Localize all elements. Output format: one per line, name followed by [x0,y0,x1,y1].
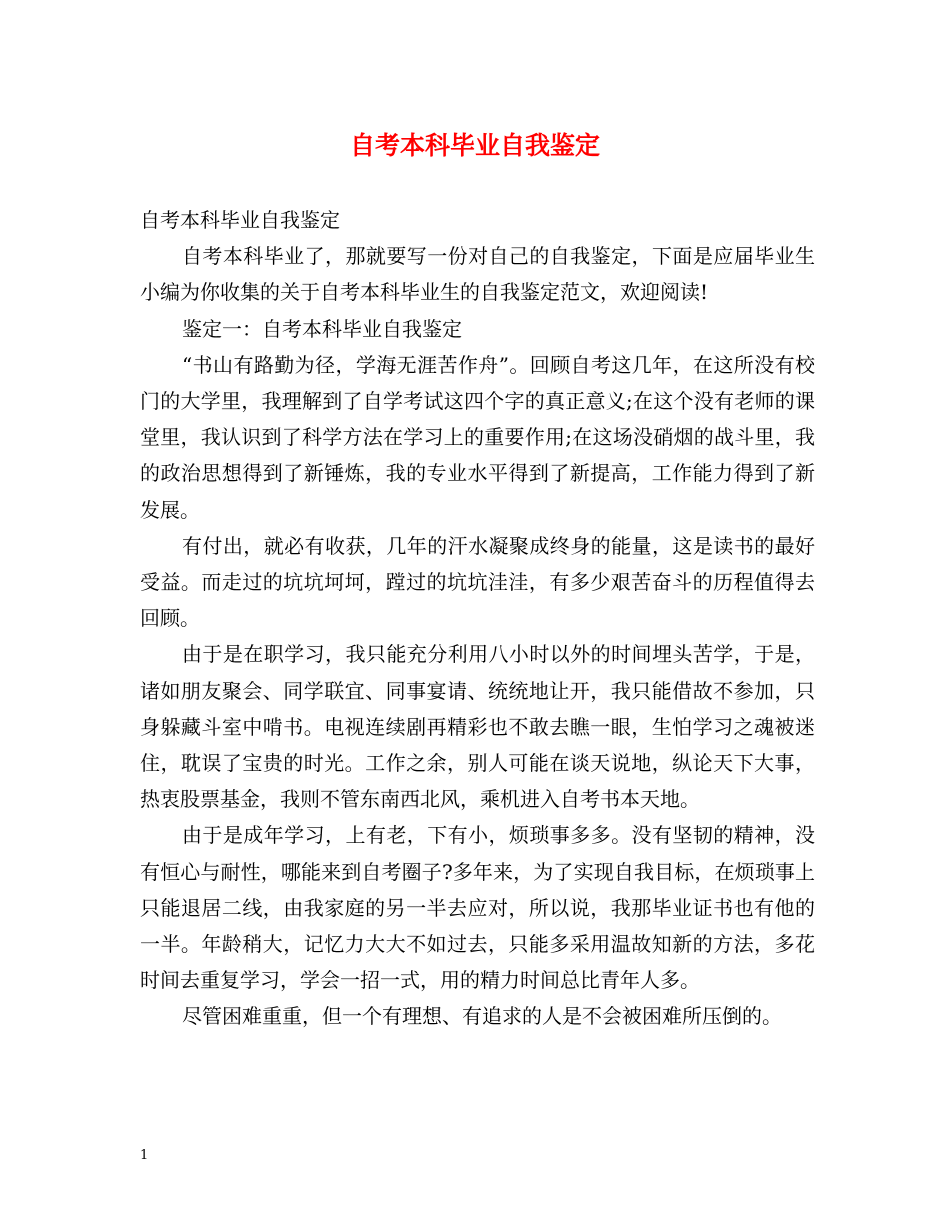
page-title: 自考本科毕业自我鉴定 [349,131,600,160]
paragraph-in-service-study: 由于是在职学习，我只能充分利用八小时以外的时间埋头苦学，于是，诸如朋友聚会、同学联宜、同事宴请、统统地让开，我只能借故不参加，只身躲藏斗室中啃书。电视连续剧再精彩也不敢去瞧一眼，生怕学习之魂被迷住，耽误了宝贵的时光。工作之余，别人可能在谈天说地，纵论天下大事，热衷股票基金，我则不管东南西北风，乘机进入自考书本天地。 [140,642,815,812]
paragraph-difficulties: 尽管困难重重，但一个有理想、有追求的人是不会被困难所压倒的。 [182,1004,782,1029]
document-body [140,202,815,1035]
document-subtitle: 自考本科毕业自我鉴定 [140,208,340,232]
section-heading: 鉴定一：自考本科毕业自我鉴定 [182,316,462,341]
paragraph-harvest: 有付出，就必有收获，几年的汗水凝聚成终身的能量，这是读书的最好受益。而走过的坑坑坷坷，蹚过的坑坑洼洼，有多少艰苦奋斗的历程值得去回顾。 [140,533,815,631]
paragraph-review: “书山有路勤为径，学海无涯苦作舟”。回顾自考这几年，在这所没有校门的大学里，我理解到了自学考试这四个字的真正意义;在这个没有老师的课堂里，我认识到了科学方法在学习上的重要作用;在这场没硝烟的战斗里，我的政治思想得到了新锤炼，我的专业水平得到了新提高，工作能力得到了新发展。 [140,352,815,522]
paragraph-adult-study: 由于是成年学习，上有老，下有小，烦琐事多多。没有坚韧的精神，没有恒心与耐性，哪能来到自考圈子?多年来，为了实现自我目标，在烦琐事上只能退居二线，由我家庭的另一半去应对，所以说，我那毕业证书也有他的一半。年龄稍大，记忆力大大不如过去，只能多采用温故知新的方法，多花时间去重复学习，学会一招一式，用的精力时间总比青年人多。 [140,823,815,993]
paragraph-intro: 自考本科毕业了，那就要写一份对自己的自我鉴定，下面是应届毕业生小编为你收集的关于自考本科毕业生的自我鉴定范文，欢迎阅读! [140,244,815,305]
page-number: 1 [140,1148,149,1163]
